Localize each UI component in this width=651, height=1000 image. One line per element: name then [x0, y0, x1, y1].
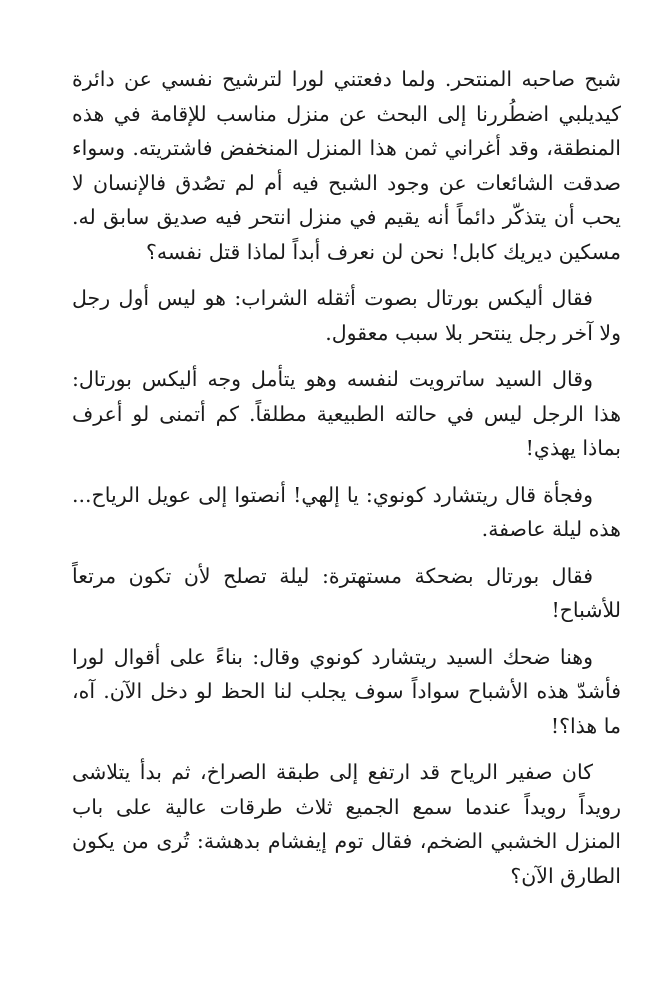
page-body	[72, 62, 621, 893]
paragraph-6: وهنا ضحك السيد ريتشارد كونوي وقال: بناءً على أقوال لورا فأشدّ هذه الأشباح سواداً سوف يجلب لنا الحظ لو دخل الآن. آه، ما هذا؟!	[72, 644, 621, 738]
paragraph-7: كان صفير الرياح قد ارتفع إلى طبقة الصراخ، ثم بدأ يتلاشى رويداً رويداً عندما سمع الجميع ثلاث طرقات عالية على باب المنزل الخشبي الضخم، فقال توم إيفشام بدهشة: تُرى من يكون الطارق الآن؟	[72, 760, 621, 888]
paragraph-gap	[72, 628, 621, 640]
paragraph-gap	[72, 743, 621, 755]
paragraph-3: وقال السيد ساترويت لنفسه وهو يتأمل وجه أليكس بورتال: هذا الرجل ليس في حالته الطبيعية مطلقاً. كم أتمنى لو أعرف بماذا يهذي!	[72, 367, 621, 460]
paragraph-gap	[72, 466, 621, 478]
paragraph-gap	[72, 269, 621, 281]
paragraph-gap	[72, 547, 621, 559]
paragraph-2: فقال أليكس بورتال بصوت أثقله الشراب: هو ليس أول رجل ولا آخر رجل ينتحر بلا سبب معقول.	[72, 286, 621, 345]
paragraph-1: شبح صاحبه المنتحر. ولما دفعتني لورا لترشيح نفسي عن دائرة كيديلبي اضطُررنا إلى البحث عن منزل مناسب للإقامة في هذه المنطقة، وقد أغراني ثمن هذا المنزل المنخفض فاشتريته. وسواء صدقت الشائعات عن وجود الشبح فيه أم لم تصُدق فالإنسان لا يحب أن يتذكّر دائماً أنه يقيم في منزل انتحر فيه صديق سابق له. مسكين ديريك كابل! نحن لن نعرف أبداً لماذا قتل نفسه؟	[72, 67, 621, 264]
paragraph-4: وفجأة قال ريتشارد كونوي: يا إلهي! أنصتوا إلى عويل الرياح... هذه ليلة عاصفة.	[72, 482, 621, 541]
paragraph-gap	[72, 350, 621, 362]
paragraph-5: فقال بورتال بضحكة مستهترة: ليلة تصلح لأن تكون مرتعاً للأشباح!	[72, 563, 621, 622]
